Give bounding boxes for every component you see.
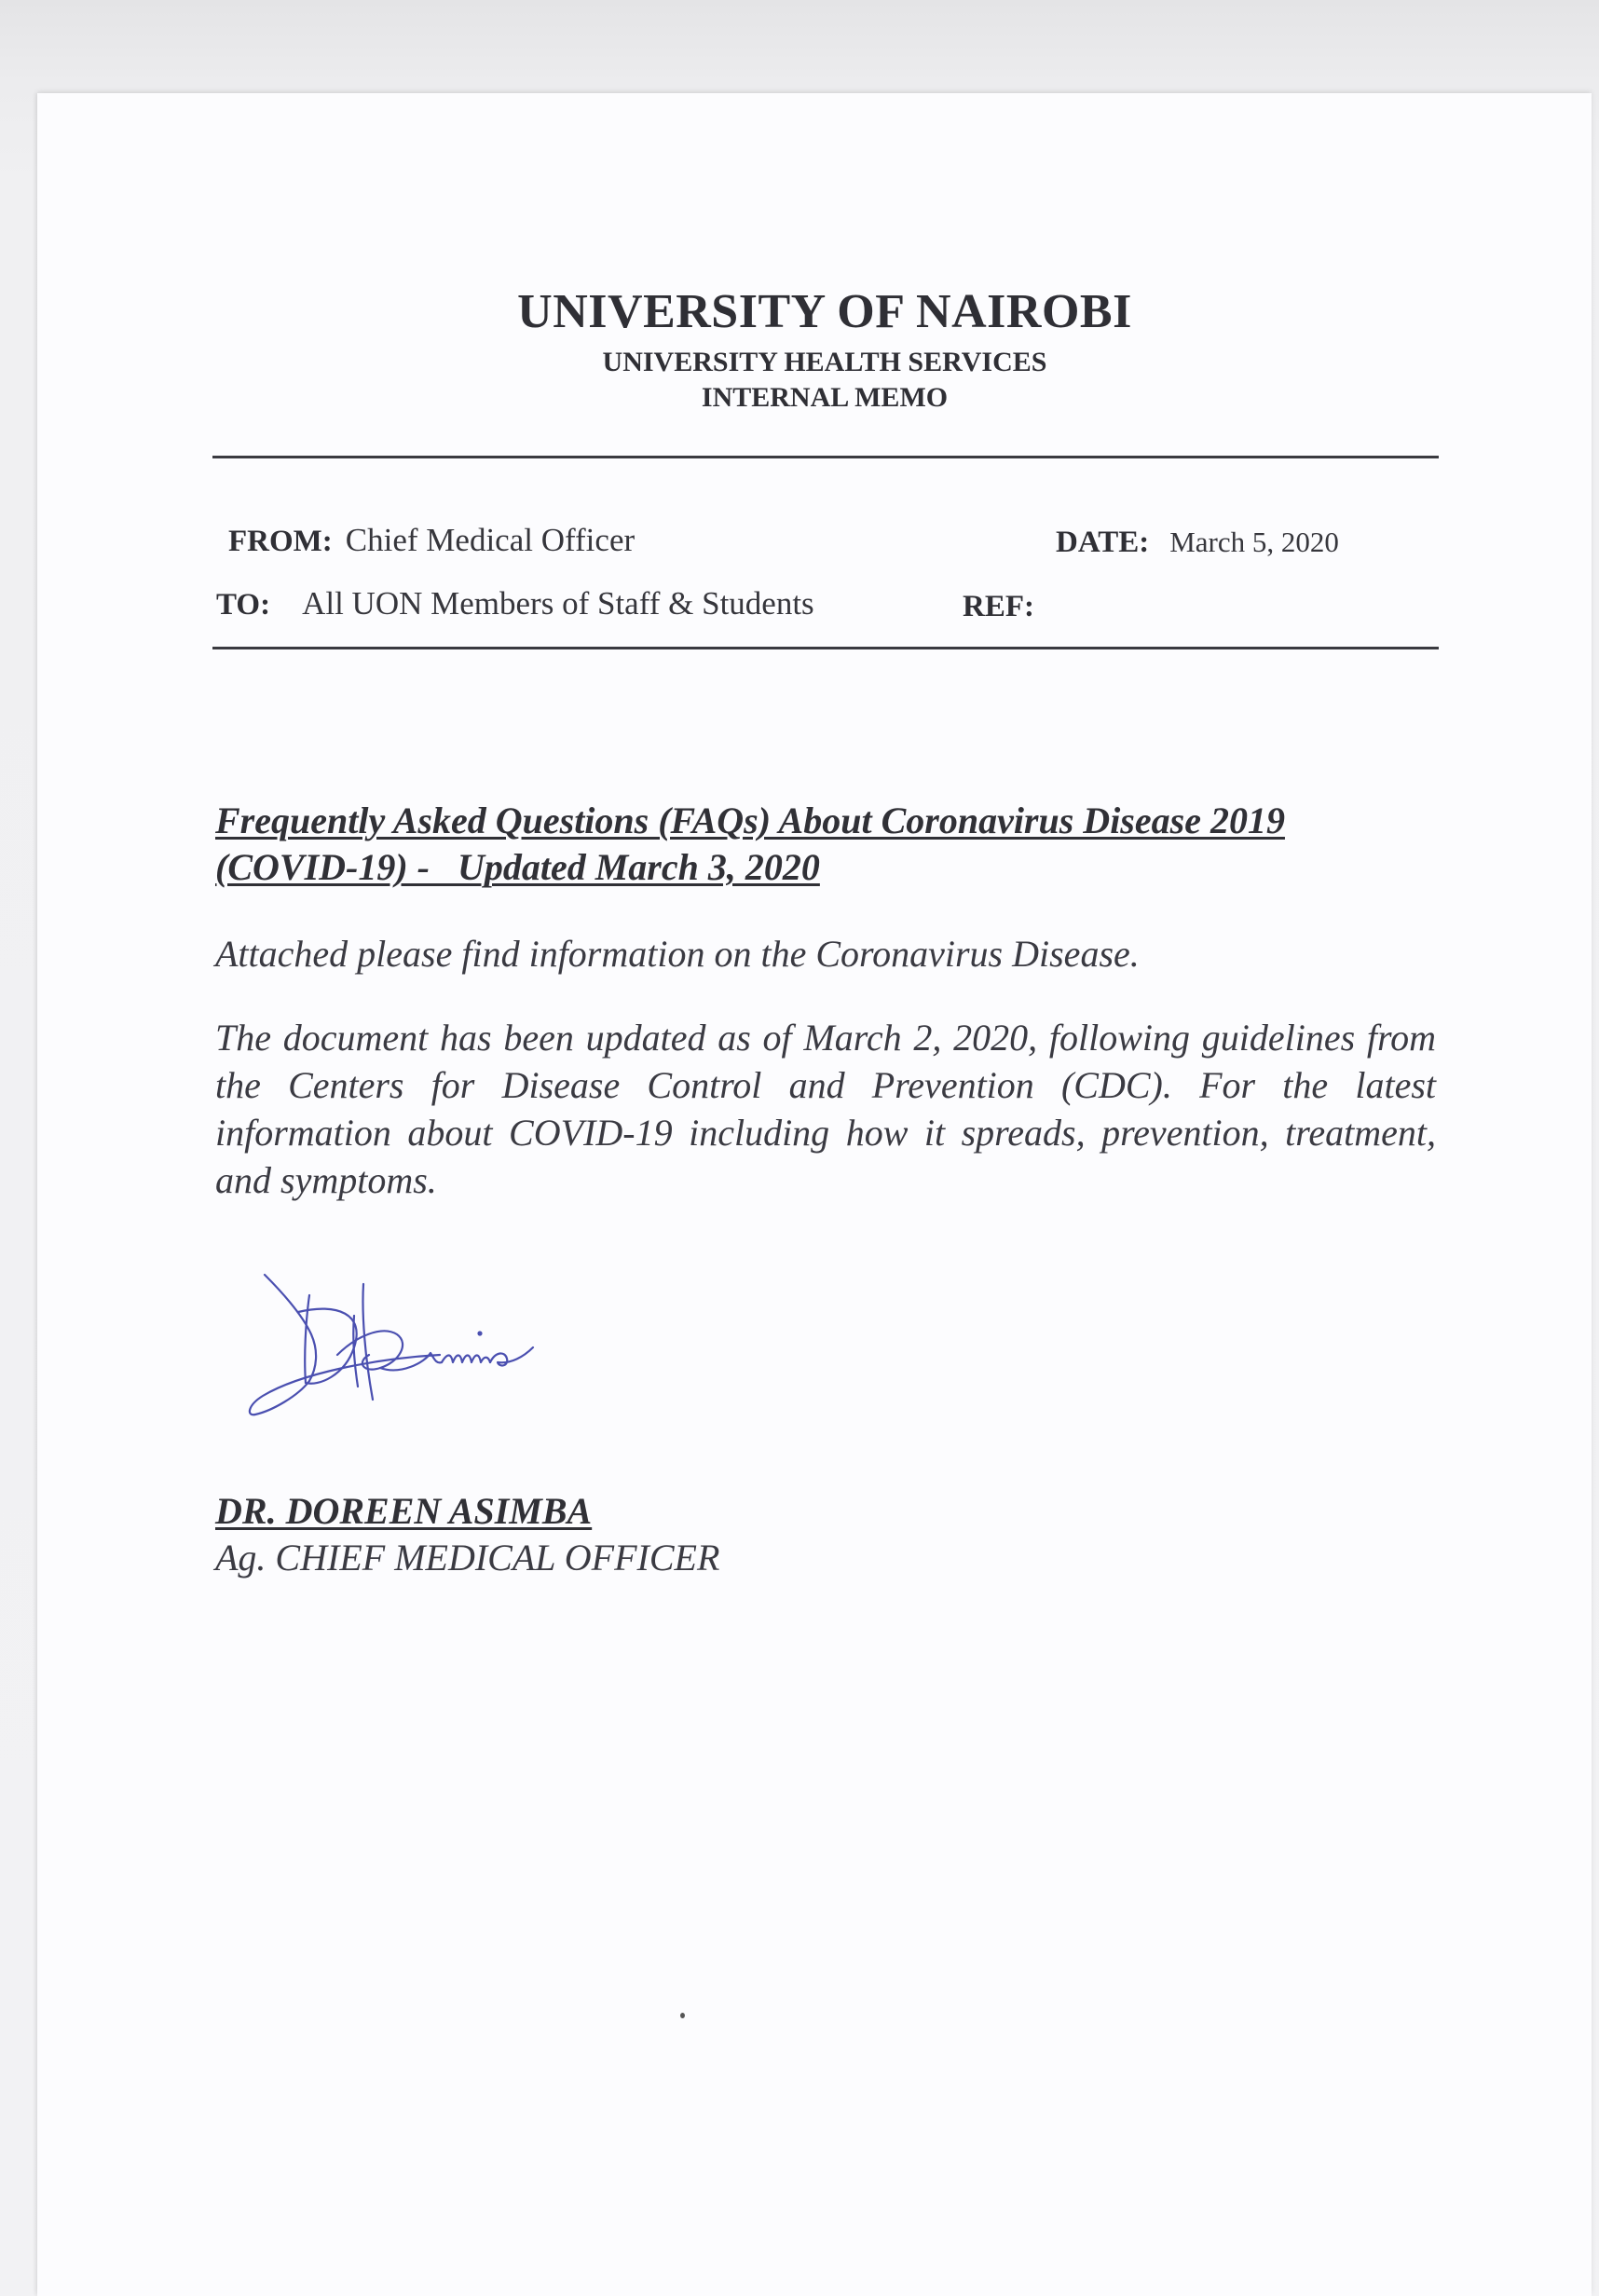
scan-speck (680, 2013, 685, 2018)
ref-label: REF: (963, 590, 1034, 623)
memo-subject-heading (215, 798, 1427, 891)
to-value: All UON Members of Staff & Students (302, 585, 814, 622)
update-note: The document has been updated as of March 2, 2020, following guidelines from the Centers for Disease Control and Prevention (CDC). For the latest information about COVID-19 including how it spreads, prevention, treatment, and symptoms. (215, 1017, 1436, 1201)
handwritten-signature (244, 1265, 636, 1433)
to-label: TO: (216, 588, 271, 622)
header-divider-top (212, 456, 1439, 458)
ref-field (963, 590, 1034, 624)
date-value: March 5, 2020 (1169, 526, 1339, 558)
signatory-title: Ag. CHIEF MEDICAL OFFICER (215, 1537, 720, 1578)
date-label: DATE: (1056, 526, 1150, 559)
document-type: INTERNAL MEMO (701, 382, 949, 413)
heading-line-1: Frequently Asked Questions (FAQs) About Coronavirus Disease 2019 (215, 800, 1285, 841)
from-label: FROM: (228, 525, 333, 558)
to-field (216, 585, 814, 622)
institution-title: UNIVERSITY OF NAIROBI (517, 285, 1132, 338)
department-subtitle: UNIVERSITY HEALTH SERVICES (602, 347, 1047, 377)
from-value: Chief Medical Officer (345, 522, 636, 558)
header-divider-bottom (212, 647, 1439, 649)
date-field (1056, 526, 1339, 560)
from-field (228, 522, 635, 559)
signatory-name: DR. DOREEN ASIMBA (215, 1490, 593, 1532)
heading-line-2: (COVID-19) - Updated March 3, 2020 (215, 846, 820, 888)
attachment-note: Attached please find information on the Coronavirus Disease. (215, 933, 1140, 975)
